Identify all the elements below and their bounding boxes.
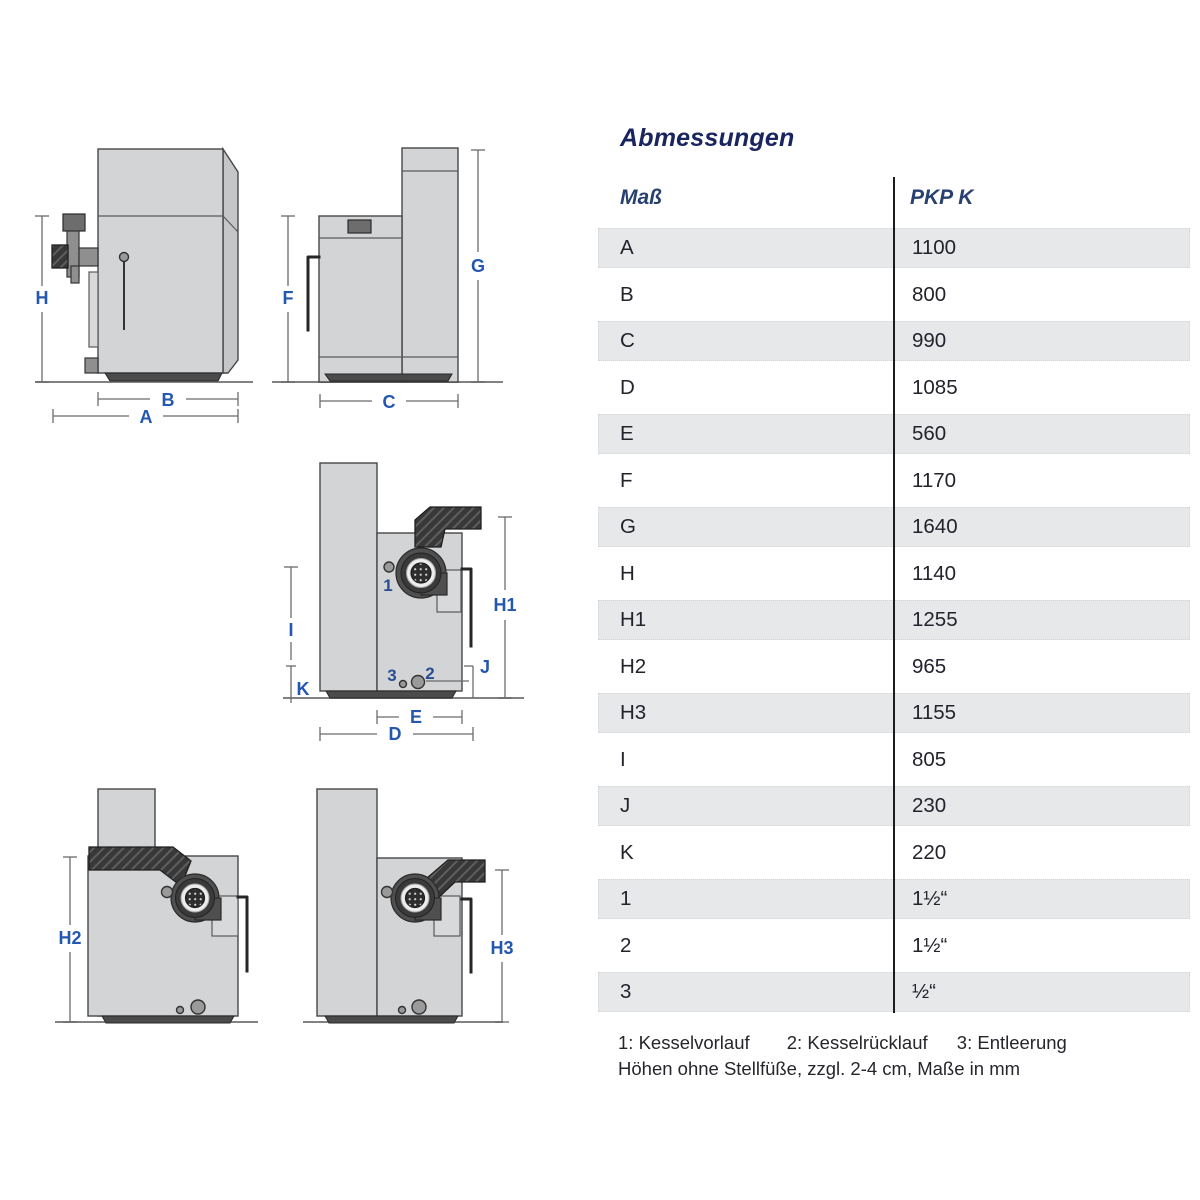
table-header-model: PKP K	[910, 186, 974, 209]
dimension-value: 1085	[912, 375, 958, 399]
dim-label-k: K	[296, 679, 310, 699]
dimension-label: J	[620, 794, 631, 818]
connection-port	[162, 887, 173, 898]
dimension-j	[464, 657, 490, 698]
dimension-h2	[58, 857, 81, 1022]
door-handle	[462, 569, 471, 646]
dimension-label: K	[620, 840, 634, 864]
drain-stub	[85, 358, 98, 373]
base-plinth	[102, 1016, 234, 1023]
connection-1-label: 1	[383, 576, 393, 595]
boiler-body	[98, 149, 223, 373]
door-handle	[462, 899, 471, 972]
door-pin	[120, 253, 129, 262]
dimension-value: 1155	[912, 701, 957, 725]
table-column-divider	[893, 177, 895, 1013]
dimension-value: 1170	[912, 468, 957, 492]
dim-label-g: G	[470, 256, 486, 276]
dimension-h	[35, 216, 49, 382]
dimension-label: G	[620, 515, 636, 539]
rear-view-drawing	[275, 450, 530, 760]
control-display	[348, 220, 371, 233]
pellet-hopper	[317, 789, 377, 1016]
dimension-c	[320, 392, 458, 412]
base-plinth	[325, 1016, 458, 1023]
connection-3-port	[400, 681, 407, 688]
dimension-value: 560	[912, 422, 947, 446]
dimension-label: H2	[620, 654, 647, 678]
dim-label-e: E	[409, 707, 423, 727]
fan-grille-icon	[411, 563, 431, 583]
dimension-value: 1½“	[912, 887, 948, 911]
dim-label-j: J	[479, 657, 491, 677]
dimension-value: 1½“	[912, 933, 948, 957]
dimension-label: B	[620, 282, 634, 306]
dimension-label: E	[620, 422, 634, 446]
dimension-value: 230	[912, 794, 947, 818]
dim-label-f: F	[282, 288, 294, 308]
dimension-label: F	[620, 468, 633, 492]
dimension-label: H1	[620, 608, 647, 632]
legend-item: 2: Kesselrücklauf	[786, 1032, 928, 1053]
dimension-value: 1640	[912, 515, 958, 539]
dimension-h1	[493, 517, 516, 698]
dimension-value: 220	[912, 840, 947, 864]
dimension-label: H3	[620, 701, 647, 725]
dimension-b	[98, 390, 238, 410]
dim-label-h3: H3	[490, 938, 514, 958]
fan-grille-icon	[186, 889, 205, 908]
dimension-label: 2	[620, 933, 632, 957]
dimension-value: 990	[912, 329, 947, 353]
base-plinth	[325, 374, 452, 381]
connection-port	[382, 887, 393, 898]
dimension-value: 805	[912, 747, 947, 771]
dimension-value: 800	[912, 282, 947, 306]
burner-assembly	[52, 214, 98, 347]
dimension-label: I	[620, 747, 626, 771]
dim-label-h2: H2	[58, 928, 82, 948]
return-port	[412, 1000, 426, 1014]
connection-2-label: 2	[425, 664, 435, 683]
dimension-value: 1100	[912, 236, 957, 260]
dimension-label: 3	[620, 980, 632, 1004]
front-view-drawing	[20, 135, 260, 430]
rear-view-flue-right-drawing	[290, 775, 525, 1065]
fan-grille-icon	[406, 889, 425, 908]
dim-label-c: C	[382, 392, 396, 412]
dimension-i	[284, 567, 298, 660]
dim-label-d: D	[388, 724, 402, 744]
dimension-g	[471, 150, 485, 382]
connections-legend	[618, 1032, 1067, 1054]
dimension-label: D	[620, 375, 635, 399]
connection-2-port	[412, 676, 425, 689]
boiler-side-bevel	[223, 149, 238, 373]
dimension-h3	[490, 870, 513, 1022]
base-plinth	[326, 691, 456, 698]
dimension-value: 1255	[912, 608, 958, 632]
dimension-value: ½“	[912, 980, 936, 1004]
dimension-value: 1140	[912, 561, 957, 585]
drain-port	[399, 1007, 406, 1014]
legend-item: 3: Entleerung	[956, 1032, 1067, 1053]
dimension-f	[281, 216, 295, 382]
door-handle	[238, 897, 247, 971]
dimension-label: H	[620, 561, 635, 585]
return-port	[191, 1000, 205, 1014]
pellet-hopper	[402, 148, 458, 382]
dimension-label: 1	[620, 887, 632, 911]
flue-fan	[396, 548, 447, 598]
door-handle	[308, 257, 319, 330]
dim-label-b: B	[161, 390, 175, 410]
pellet-hopper	[320, 463, 377, 691]
base-plinth	[105, 373, 222, 381]
connection-3-label: 3	[387, 666, 397, 685]
dim-label-h: H	[35, 288, 49, 308]
dimension-label: A	[620, 236, 634, 260]
dim-label-i: I	[288, 620, 294, 640]
dimension-label: C	[620, 329, 635, 353]
dim-label-a: A	[139, 407, 153, 427]
page-title: Abmessungen	[620, 124, 795, 152]
dimension-d	[320, 724, 473, 744]
dimension-a	[53, 407, 238, 427]
connection-1-port	[384, 562, 394, 572]
rear-view-flue-left-drawing	[40, 775, 260, 1065]
side-view-drawing	[265, 135, 510, 430]
dimension-value: 965	[912, 654, 947, 678]
table-header-dimension: Maß	[620, 186, 662, 209]
legend-item: 1: Kesselvorlauf	[618, 1032, 750, 1053]
drain-port	[177, 1007, 184, 1014]
burner-knob	[52, 245, 68, 268]
dim-label-h1: H1	[493, 595, 517, 615]
measurement-note: Höhen ohne Stellfüße, zzgl. 2-4 cm, Maße in mm	[618, 1058, 1021, 1079]
